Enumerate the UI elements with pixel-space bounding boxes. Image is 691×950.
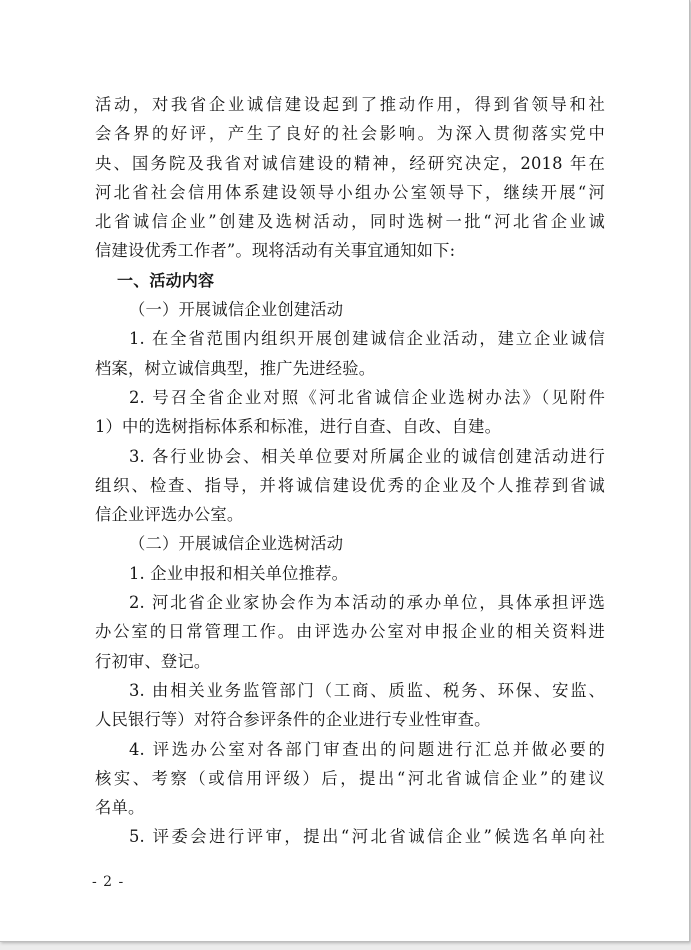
paragraph-line: 1. 企业申报和相关单位推荐。 [129,563,349,583]
page-number: - 2 - [92,874,125,890]
paragraph-line: 1）中的选树指标体系和标准，进行自查、自改、自建。 [95,417,502,437]
paragraph-line: 行初审、登记。 [95,651,211,671]
paragraph-line: 组织、检查、指导，并将诚信建设优秀的企业及个人推荐到省诚 [95,475,605,495]
paragraph-line: 3. 由相关业务监管部门（工商、质监、税务、环保、安监、 [129,680,605,700]
paragraph-line: 人民银行等）对符合参评条件的企业进行专业性审查。 [95,710,491,730]
document-body [95,90,605,852]
paragraph-line: 河北省社会信用体系建设领导小组办公室领导下，继续开展“河 [95,182,605,202]
paragraph-line: 北省诚信企业”创建及选树活动，同时选树一批“河北省企业诚 [95,212,605,232]
paragraph-line: 名单。 [95,798,145,818]
paragraph-line: 活动，对我省企业诚信建设起到了推动作用，得到省领导和社 [95,95,605,114]
paragraph-line: 信企业评选办公室。 [95,505,244,525]
paragraph-line: 核实、考察（或信用评级）后，提出“河北省诚信企业”的建议 [95,768,605,788]
section-heading: 一、活动内容 [117,270,215,290]
paragraph-line: 1. 在全省范围内组织开展创建诚信企业活动，建立企业诚信 [129,329,605,349]
paragraph-line: 会各界的好评，产生了良好的社会影响。为深入贯彻落实党中 [95,124,605,144]
subsection-heading: （一）开展诚信企业创建活动 [129,300,344,320]
paragraph-line: 2. 号召全省企业对照《河北省诚信企业选树办法》（见附件 [129,387,605,407]
subsection-heading: （二）开展诚信企业选树活动 [129,534,344,554]
paragraph-line: 2. 河北省企业家协会作为本活动的承办单位，具体承担评选 [129,593,605,613]
paragraph-line: 办公室的日常管理工作。由评选办公室对申报企业的相关资料进 [95,622,605,642]
paragraph-line: 档案，树立诚信典型，推广先进经验。 [95,358,376,378]
paragraph-line: 央、国务院及我省对诚信建设的精神，经研究决定，2018 年在 [95,153,605,173]
paragraph-line: 信建设优秀工作者”。现将活动有关事宜通知如下: [95,241,456,261]
paragraph-line: 4. 评选办公室对各部门审查出的问题进行汇总并做必要的 [129,739,605,759]
paragraph-line: 3. 各行业协会、相关单位要对所属企业的诚信创建活动进行 [129,446,605,466]
paragraph-line: 5. 评委会进行评审，提出“河北省诚信企业”候选名单向社 [129,827,605,847]
